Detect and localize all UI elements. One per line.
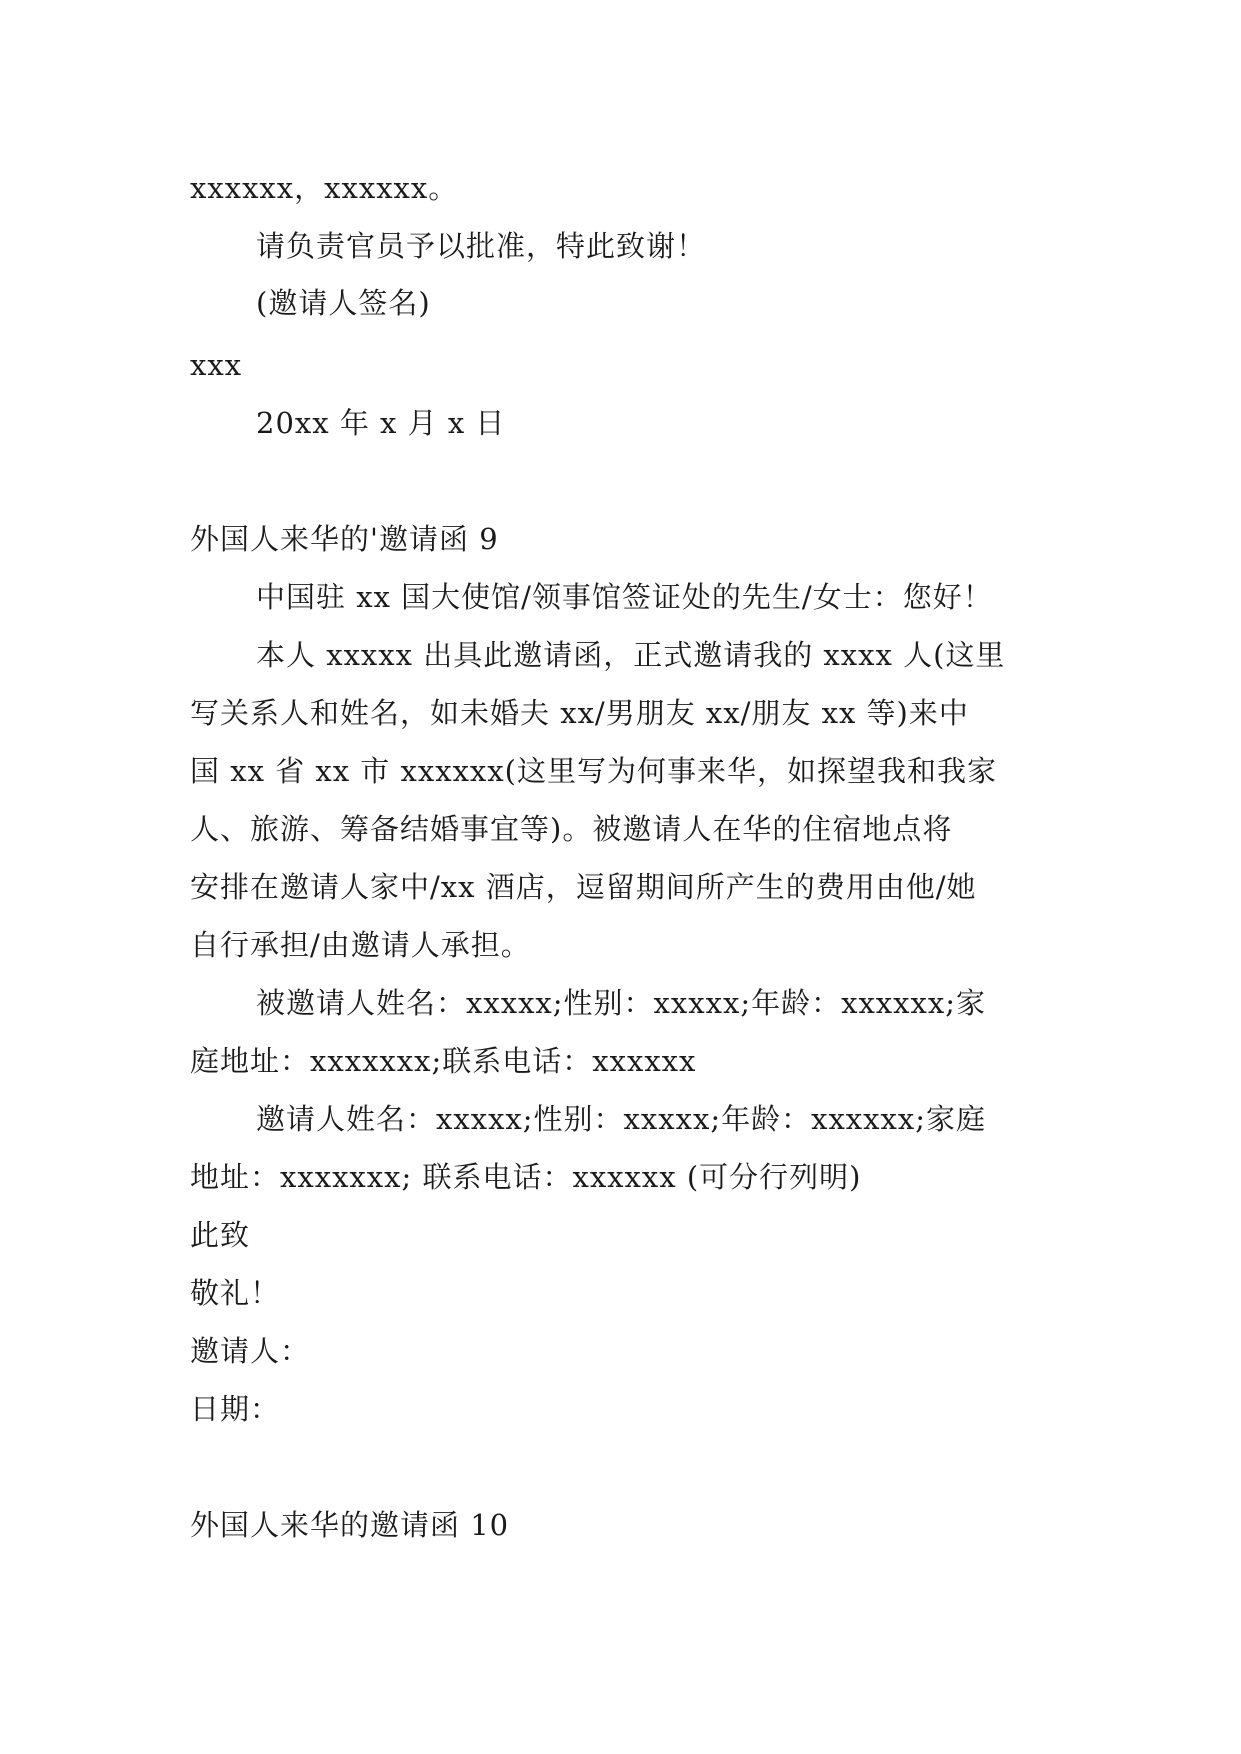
text-line-inviter-info-1: 邀请人姓名：xxxxx;性别：xxxxx;年龄：xxxxxx;家庭 xyxy=(256,1102,986,1136)
text-line-invitee-info-1: 被邀请人姓名：xxxxx;性别：xxxxx;年龄：xxxxxx;家 xyxy=(256,986,986,1020)
text-line-body-6: 自行承担/由邀请人承担。 xyxy=(190,928,531,962)
section-heading-9: 外国人来华的'邀请函 9 xyxy=(190,522,499,556)
text-line-body-5: 安排在邀请人家中/xx 酒店，逗留期间所产生的费用由他/她 xyxy=(190,870,977,904)
text-line-salutation: 中国驻 xx 国大使馆/领事馆签证处的先生/女士：您好！ xyxy=(256,580,993,614)
text-line-body-4: 人、旅游、筹备结婚事宜等)。被邀请人在华的住宿地点将 xyxy=(190,812,953,846)
text-line-body-2: 写关系人和姓名，如未婚夫 xx/男朋友 xx/朋友 xx 等)来中 xyxy=(190,696,969,730)
text-line-closing-x: xxxxxx，xxxxxx。 xyxy=(190,171,459,205)
text-line-inviter-info-2: 地址：xxxxxxx; 联系电话：xxxxxx (可分行列明) xyxy=(190,1160,862,1194)
text-line-signer: xxx xyxy=(190,348,243,382)
text-line-inviter: 邀请人： xyxy=(190,1334,311,1368)
text-line-date: 20xx 年 x 月 x 日 xyxy=(256,406,506,440)
text-line-request-approval: 请负责官员予以批准，特此致谢！ xyxy=(256,229,707,263)
text-line-jingli: 敬礼！ xyxy=(190,1276,281,1310)
text-line-body-3: 国 xx 省 xx 市 xxxxxx(这里写为何事来华，如探望我和我家 xyxy=(190,754,997,788)
section-heading-10: 外国人来华的邀请函 10 xyxy=(190,1508,510,1542)
text-line-cizhi: 此致 xyxy=(190,1218,251,1252)
text-line-body-1: 本人 xxxxx 出具此邀请函，正式邀请我的 xxxx 人(这里 xyxy=(256,638,1006,672)
text-line-invitee-info-2: 庭地址：xxxxxxx;联系电话：xxxxxx xyxy=(190,1044,697,1078)
text-line-date-label: 日期： xyxy=(190,1392,281,1426)
text-line-signature-note: (邀请人签名) xyxy=(256,286,431,320)
